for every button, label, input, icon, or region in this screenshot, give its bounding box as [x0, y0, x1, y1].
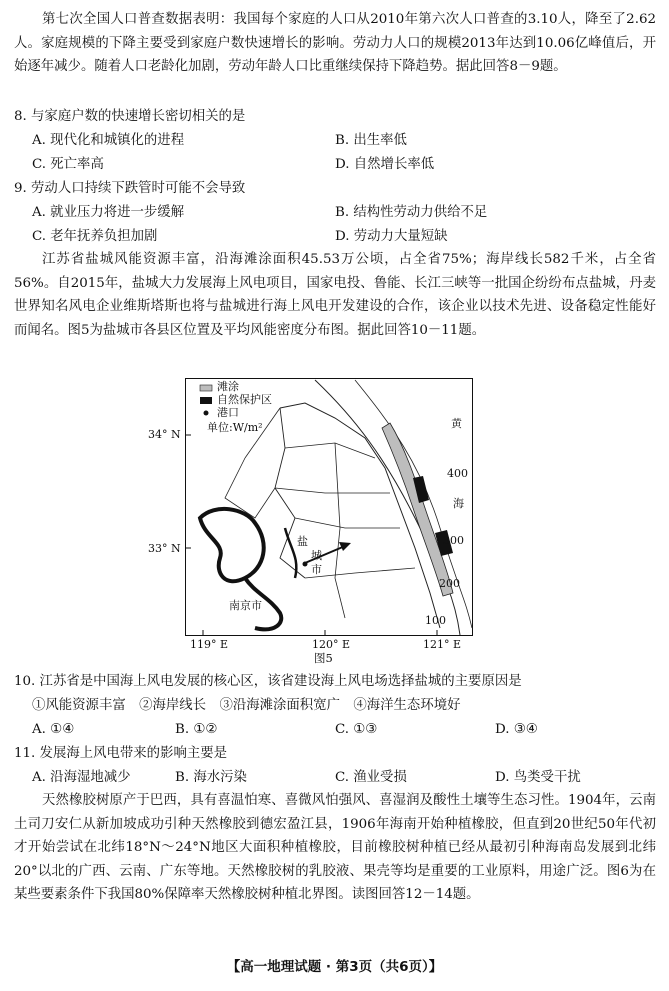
- figure-5-caption: 图5: [314, 651, 333, 665]
- question-11-option-d: D. 鸟类受干扰: [495, 770, 581, 785]
- question-10-option-a: A. ①④: [32, 722, 75, 737]
- legend-mudflat: 滩涂: [217, 380, 239, 393]
- passage-yancheng-wind: 江苏省盐城风能资源丰富，沿海滩涂面积45.53万公顷，占全省75%；海岸线长582千米，占全省56%。自2015年，盐城大力发展海上风电项目，国家电投、鲁能、长江三峡等一批国企纷纷布点盐城，丹麦世界知名风电企业维斯塔斯也将与盐城进行海上风电开发建设的合作，该企业以技术先进、设备稳定性能好而闻名。图5为盐城市各县区位置及平均风能密度分布图。据此回答10－11题。: [14, 252, 656, 338]
- question-8-option-b: B. 出生率低: [335, 133, 407, 148]
- legend-unit: 单位:W/m²: [207, 421, 263, 434]
- contour-200: 200: [439, 577, 460, 590]
- question-10-option-d: D. ③④: [495, 722, 538, 737]
- question-11-option-c: C. 渔业受损: [335, 770, 407, 785]
- question-10-option-c: C. ①③: [335, 722, 378, 737]
- lat-label-34: 34° N: [148, 428, 181, 441]
- contour-400: 400: [447, 467, 468, 480]
- city-label-yan: 盐: [297, 535, 308, 548]
- question-8-stem: 8. 与家庭户数的快速增长密切相关的是: [14, 109, 246, 124]
- contour-300: 300: [443, 534, 464, 547]
- passage-rubber-tree: 天然橡胶树原产于巴西，具有喜温怕寒、喜微风怕强风、喜湿润及酸性土壤等生态习性。1904年，云南土司刀安仁从新加坡成功引种天然橡胶到德宏盈江县，1906年海南开始种植橡胶，但直到20世纪50年代初才开始尝试在北纬18°N～24°N地区大面积种植橡胶，目前橡胶树种植已经从最初引种海南岛发展到北纬20°以北的广西、云南、广东等地。天然橡胶树的乳胶液、果壳等均是重要的工业原料，用途广泛。图6为在某些要素条件下我国80%保障率天然橡胶树种植北界图。读图回答12－14题。: [14, 793, 656, 902]
- question-9-stem: 9. 劳动人口持续下跌管时可能不会导致: [14, 181, 246, 196]
- city-label-cheng: 城: [311, 549, 322, 562]
- question-10-option-b: B. ①②: [175, 722, 218, 737]
- passage-population: 第七次全国人口普查数据表明：我国每个家庭的人口从2010年第六次人口普查的3.10人，降至了2.62人。家庭规模的下降主要受到家庭户数快速增长的影响。劳动力人口的规模2013年达到10.06亿峰值后，开始逐年减少。随着人口老龄化加剧，劳动年龄人口比重继续保持下降趋势。据此回答8－9题。: [14, 12, 656, 74]
- legend-port: 港口: [217, 406, 239, 419]
- legend-reserve: 自然保护区: [217, 393, 272, 406]
- question-8-option-a: A. 现代化和城镇化的进程: [32, 133, 185, 148]
- question-9-option-d: D. 劳动力大量短缺: [335, 229, 448, 244]
- question-9-option-b: B. 结构性劳动力供给不足: [335, 205, 488, 220]
- question-10-choices: ①风能资源丰富 ②海岸线长 ③沿海滩涂面积宽广 ④海洋生态环境好: [32, 698, 461, 713]
- question-8-option-d: D. 自然增长率低: [335, 157, 435, 172]
- figure-5-map: [185, 378, 473, 636]
- lat-label-33: 33° N: [148, 542, 181, 555]
- question-10-stem: 10. 江苏省是中国海上风电发展的核心区，该省建设海上风电场选择盐城的主要原因是: [14, 674, 522, 689]
- lon-label-121: 121° E: [423, 638, 462, 651]
- question-9-option-c: C. 老年抚养负担加剧: [32, 229, 158, 244]
- city-label-nanjing: 南京市: [229, 599, 262, 612]
- city-label-shi: 市: [311, 563, 322, 576]
- contour-100: 100: [425, 614, 446, 627]
- question-11-option-a: A. 沿海湿地减少: [32, 770, 131, 785]
- question-8-option-c: C. 死亡率高: [32, 157, 104, 172]
- question-9-option-a: A. 就业压力将进一步缓解: [32, 205, 185, 220]
- lon-label-120: 120° E: [312, 638, 351, 651]
- question-11-option-b: B. 海水污染: [175, 770, 247, 785]
- sea-label-hai: 海: [453, 497, 464, 510]
- sea-label-huang: 黄: [451, 417, 462, 430]
- question-11-stem: 11. 发展海上风电带来的影响主要是: [14, 746, 228, 761]
- page-footer: 【高一地理试题 · 第3页（共6页）】: [226, 959, 443, 975]
- lon-label-119: 119° E: [190, 638, 229, 651]
